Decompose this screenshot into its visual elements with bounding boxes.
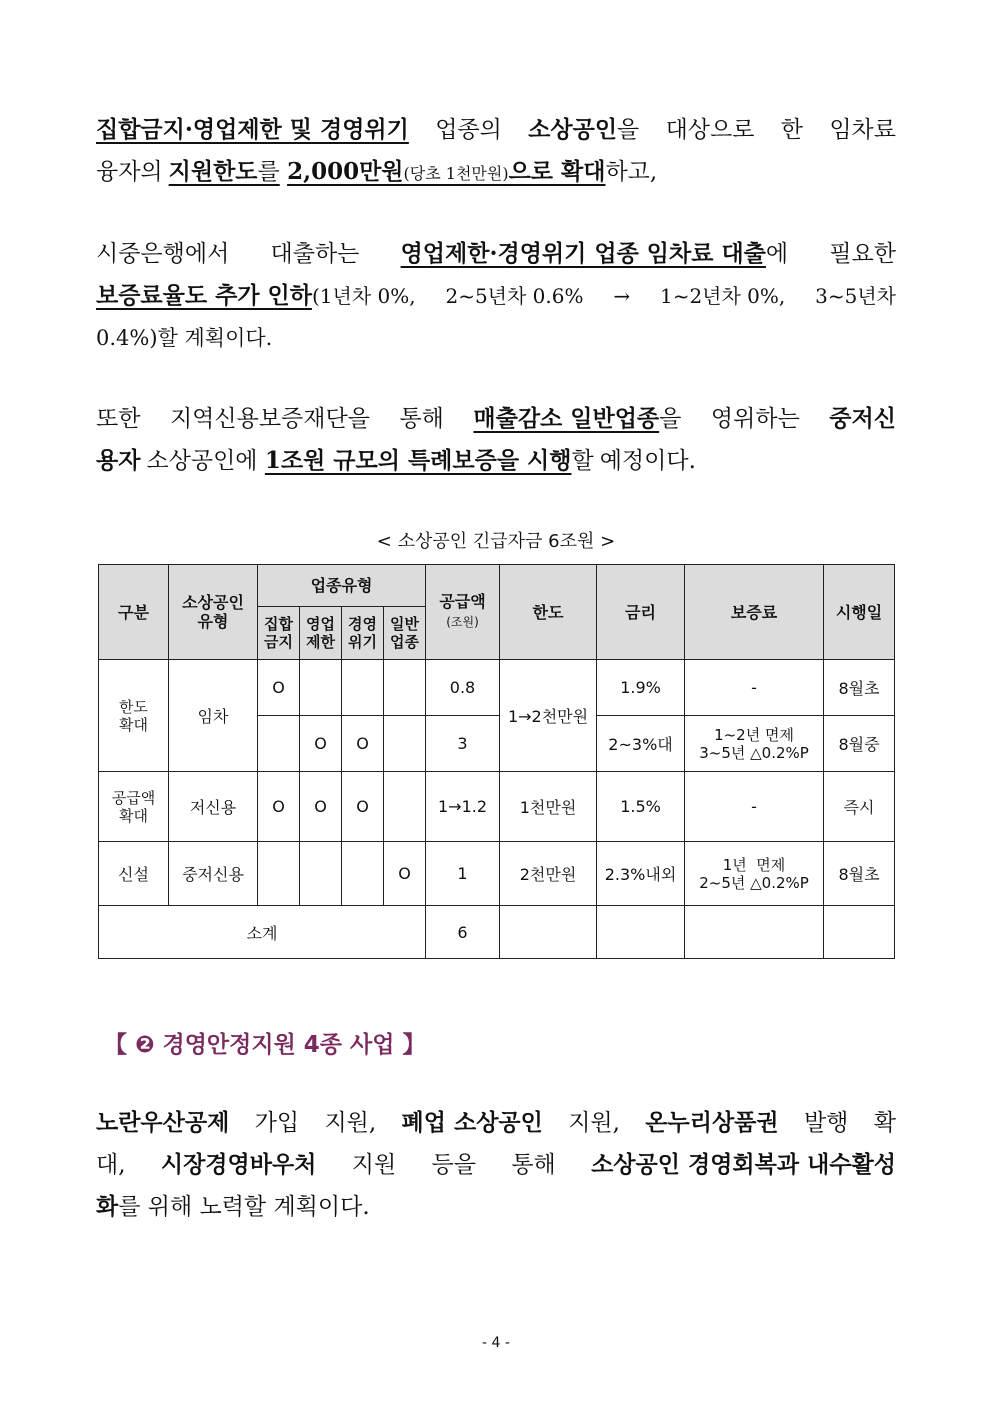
header-fee: 보증료 (685, 565, 824, 660)
cell-mark: O (258, 660, 300, 716)
emphasis-text: 폐업 소상공인 (401, 1109, 543, 1136)
emphasis-text: 용자 (96, 447, 141, 474)
body-text: 를 위해 노력할 계획이다. (118, 1194, 370, 1220)
cell-start: 8월중 (824, 716, 895, 772)
cell-empty (500, 906, 597, 959)
header-text: 제한 (306, 633, 335, 651)
cell-category (99, 772, 169, 842)
emphasis-text: 1조원 규모의 특례보증을 시행 (264, 447, 572, 474)
cell-fee: - (685, 660, 824, 716)
paragraph-rent-loan (96, 109, 896, 193)
body-text: 를 (257, 159, 280, 185)
body-text: 0.4%)할 계획이다. (96, 326, 273, 350)
body-text: 필요한 (829, 241, 896, 267)
body-text: 3~5년차 (815, 284, 896, 308)
cell-mark (342, 842, 384, 906)
cell-fee (685, 716, 824, 772)
cell-text: 2~5년 △0.2%P (699, 873, 809, 892)
cell-supply: 1→1.2 (426, 772, 500, 842)
page-number: - 4 - (482, 1335, 510, 1351)
body-text: 지원, (324, 1110, 377, 1136)
table-header-row (99, 565, 895, 607)
cell-start: 8월초 (824, 660, 895, 716)
cell-rate: 1.9% (597, 660, 685, 716)
body-text: (당초 1천만원) (403, 164, 509, 183)
cell-empty (597, 906, 685, 959)
cell-limit: 1천만원 (500, 772, 597, 842)
body-text: 대, (96, 1152, 126, 1178)
cell-empty (824, 906, 895, 959)
cell-fee (685, 842, 824, 906)
paragraph-line (96, 440, 896, 482)
header-text: 경영 (348, 615, 377, 633)
cell-mark: O (342, 772, 384, 842)
header-text: 업종 (390, 633, 419, 651)
paragraph-line (96, 1102, 896, 1144)
cell-mark (384, 660, 426, 716)
paragraph-line (96, 151, 896, 193)
paragraph-line (96, 275, 896, 317)
cell-mark: O (258, 772, 300, 842)
cell-rate: 1.5% (597, 772, 685, 842)
emergency-fund-table (98, 564, 895, 959)
body-text: 한 (780, 117, 804, 143)
emphasis-text: 온누리상품권 (645, 1109, 779, 1136)
emphasis-text: 소상공인 경영회복과 내수활성 (591, 1151, 896, 1178)
body-text: 대상으로 (665, 117, 755, 143)
table-row (99, 772, 895, 842)
emphasis-text: 지원한도 (168, 158, 258, 185)
body-text: 하고, (605, 159, 658, 185)
cell-mark: O (342, 716, 384, 772)
section-title: 【 ❷ 경영안정지원 4종 사업 】 (104, 1032, 426, 1058)
table-row (99, 660, 895, 716)
header-unit: (조원) (446, 615, 479, 629)
cell-mark (384, 772, 426, 842)
cell-text: 3~5년 △0.2%P (699, 743, 809, 762)
body-text: 가입 (254, 1110, 300, 1136)
cell-type: 임차 (169, 660, 258, 772)
cell-text: 1~2년 면제 (714, 725, 794, 744)
body-text: 업종의 (435, 117, 502, 143)
header-text: 공급액 (439, 592, 486, 611)
body-text: 확 (873, 1110, 896, 1136)
header-text: 금지 (264, 633, 293, 651)
emphasis-text: 보증료율도 추가 인하 (96, 282, 312, 309)
header-start: 시행일 (824, 565, 895, 660)
header-merchant-type (169, 565, 258, 660)
cell-text: 한도 (119, 697, 148, 716)
header-business-limit (300, 607, 342, 660)
cell-mark (258, 716, 300, 772)
header-supply (426, 565, 500, 660)
table-row (99, 842, 895, 906)
cell-category (99, 660, 169, 772)
paragraph-guarantee-fee (96, 233, 896, 359)
emphasis-text: 영업제한·경영위기 업종 임차료 대출 (400, 240, 766, 267)
body-text: 대출하는 (270, 241, 360, 267)
cell-total-supply: 6 (426, 906, 500, 959)
header-text: 위기 (348, 633, 377, 651)
body-text: 통해 (399, 406, 444, 432)
cell-mark: O (300, 716, 342, 772)
paragraph-line (96, 109, 896, 151)
cell-mark: O (384, 842, 426, 906)
cell-rate: 2.3%내외 (597, 842, 685, 906)
cell-limit: 1→2천만원 (500, 660, 597, 772)
cell-supply: 3 (426, 716, 500, 772)
cell-empty (685, 906, 824, 959)
paragraph-line (96, 398, 896, 440)
cell-rate: 2~3%대 (597, 716, 685, 772)
header-text: 일반 (390, 615, 419, 633)
paragraph-line (96, 317, 896, 359)
header-rate: 금리 (597, 565, 685, 660)
cell-mark (300, 842, 342, 906)
cell-start: 8월초 (824, 842, 895, 906)
header-management-crisis (342, 607, 384, 660)
cell-type: 저신용 (169, 772, 258, 842)
body-text: 지원, (568, 1110, 620, 1136)
body-text: 소상공인에 (146, 448, 258, 474)
body-text: 을 (659, 406, 682, 432)
header-business-type: 업종유형 (258, 565, 426, 607)
body-text: 을 (617, 117, 640, 143)
cell-mark (258, 842, 300, 906)
cell-limit: 2천만원 (500, 842, 597, 906)
body-text: 등을 (431, 1152, 476, 1178)
emphasis-text: 노란우산공제 (96, 1109, 230, 1136)
body-text: 임차료 (829, 117, 896, 143)
body-text: 융자의 (96, 159, 163, 185)
table-total-row (99, 906, 895, 959)
body-text: 2~5년차 0.6% (445, 284, 584, 308)
cell-type: 중저신용 (169, 842, 258, 906)
cell-mark (300, 660, 342, 716)
paragraph-line (96, 1186, 896, 1228)
cell-mark (342, 660, 384, 716)
emphasis-text: 매출감소 일반업종 (473, 405, 660, 432)
cell-supply: 0.8 (426, 660, 500, 716)
emphasis-text: 으로 확대 (508, 158, 606, 185)
cell-mark: O (300, 772, 342, 842)
header-text: 소상공인 (182, 593, 244, 612)
body-text: 에 (765, 241, 789, 267)
body-text: 통해 (511, 1152, 556, 1178)
cell-fee: - (685, 772, 824, 842)
body-text: 또한 (96, 406, 141, 432)
paragraph-special-guarantee (96, 398, 896, 482)
header-text: 영업 (306, 615, 335, 633)
cell-category: 신설 (99, 842, 169, 906)
emphasis-text: 화 (96, 1193, 119, 1220)
cell-text: 확대 (119, 715, 148, 734)
table-caption: < 소상공인 긴급자금 6조원 > (376, 531, 616, 552)
emphasis-text: 집합금지·영업제한 및 경영위기 (96, 116, 409, 143)
header-text: 집합 (264, 615, 293, 633)
paragraph-line (96, 1144, 896, 1186)
emphasis-text: 중저신 (829, 405, 896, 432)
cell-text: 1년 면제 (722, 855, 786, 874)
cell-mark (384, 716, 426, 772)
header-text: 유형 (197, 612, 229, 631)
body-text: 영위하는 (710, 406, 800, 432)
cell-total-label: 소계 (99, 906, 426, 959)
body-text: 시중은행에서 (96, 241, 230, 267)
body-text: 1~2년차 0%, (659, 284, 786, 308)
body-text: (1년차 0%, (311, 284, 416, 308)
body-text: 발행 (803, 1110, 849, 1136)
body-text: 지원 (351, 1152, 397, 1178)
header-limit: 한도 (500, 565, 597, 660)
body-text: 예정이다. (599, 448, 696, 474)
body-text: 할 (571, 448, 594, 474)
paragraph-line (96, 233, 896, 275)
emphasis-text: 시장경영바우처 (160, 1151, 317, 1178)
header-category: 구분 (99, 565, 169, 660)
header-general-business (384, 607, 426, 660)
emphasis-text: 소상공인 (528, 116, 618, 143)
header-gathering-ban (258, 607, 300, 660)
cell-text: 공급액 (111, 788, 156, 807)
cell-text: 확대 (119, 806, 148, 825)
emphasis-text: 2,000만원 (287, 158, 404, 185)
cell-supply: 1 (426, 842, 500, 906)
paragraph-management-support (96, 1102, 896, 1228)
body-text: 지역신용보증재단을 (169, 406, 370, 432)
body-text: → (613, 284, 631, 308)
cell-start: 즉시 (824, 772, 895, 842)
